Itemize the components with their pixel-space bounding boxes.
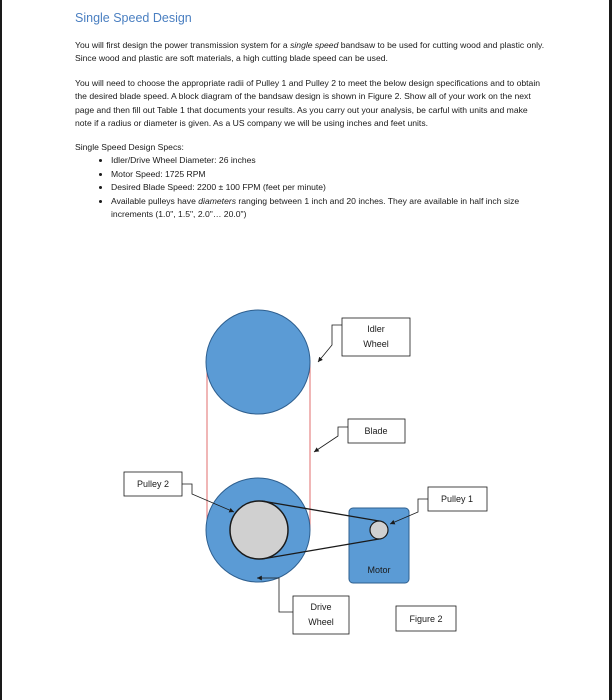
section-heading: Single Speed Design [75, 11, 192, 25]
blade-label: Blade [364, 426, 388, 436]
pulley-1 [370, 521, 388, 539]
intro-text-1: You will first design the power transmission system for a [75, 40, 291, 50]
instructions-paragraph: You will need to choose the appropriate radii of Pulley 1 and Pulley 2 to meet the below design specifications and to obtain the desired blade speed. A block diagram of the bandsaw design is shown in Figure 2. Show all of your work on the next page and then fill out Table 1 that documents your results. As you carry out your analysis, be carful with units and make note if a radius or diameter is given. As a US company we will be using inches and feet units. [75, 77, 541, 129]
idler-label-line1: Idler [367, 324, 385, 334]
spec4-text-1: Available pulleys have [111, 195, 199, 206]
document-body [75, 8, 545, 222]
pulley-2 [230, 501, 288, 559]
spec-item-pulley-sizes [111, 195, 545, 222]
figure-caption: Figure 2 [409, 614, 443, 624]
specs-title: Single Speed Design Specs: [75, 142, 184, 153]
idler-callout [318, 325, 342, 362]
drive-label-line2: Wheel [308, 617, 334, 627]
drive-callout [257, 578, 293, 612]
spec4-text-2: ranging between 1 inch and 20 inches. They are available in half inch size increments (1.0", 1.5", 2.0"… 20.0") [111, 195, 520, 220]
intro-text-2: bandsaw to be used for cutting wood and plastic only. Since wood and plastic are soft materials, a high cutting blade speed can be used. [75, 40, 545, 64]
spec-item-wheel-diameter: • Idler/Drive Wheel Diameter: 26 inches [111, 154, 545, 168]
pulley1-label: Pulley 1 [440, 494, 474, 504]
intro-paragraph [75, 39, 545, 66]
idler-label-line2: Wheel [363, 339, 389, 349]
bandsaw-diagram [0, 290, 612, 660]
blade-callout [314, 427, 348, 452]
idler-wheel [206, 310, 310, 414]
intro-emphasis: single speed [290, 40, 339, 50]
spec-item-blade-speed: • Desired Blade Speed: 2200 ± 100 FPM (feet per minute) [111, 181, 545, 195]
pulley2-label: Pulley 2 [136, 479, 170, 489]
motor-label: Motor [367, 565, 391, 575]
specs-list [75, 154, 545, 222]
drive-label-line1: Drive [310, 602, 332, 612]
spec4-emphasis: diameters [198, 195, 237, 206]
spec-item-motor-speed: • Motor Speed: 1725 RPM [111, 168, 545, 182]
